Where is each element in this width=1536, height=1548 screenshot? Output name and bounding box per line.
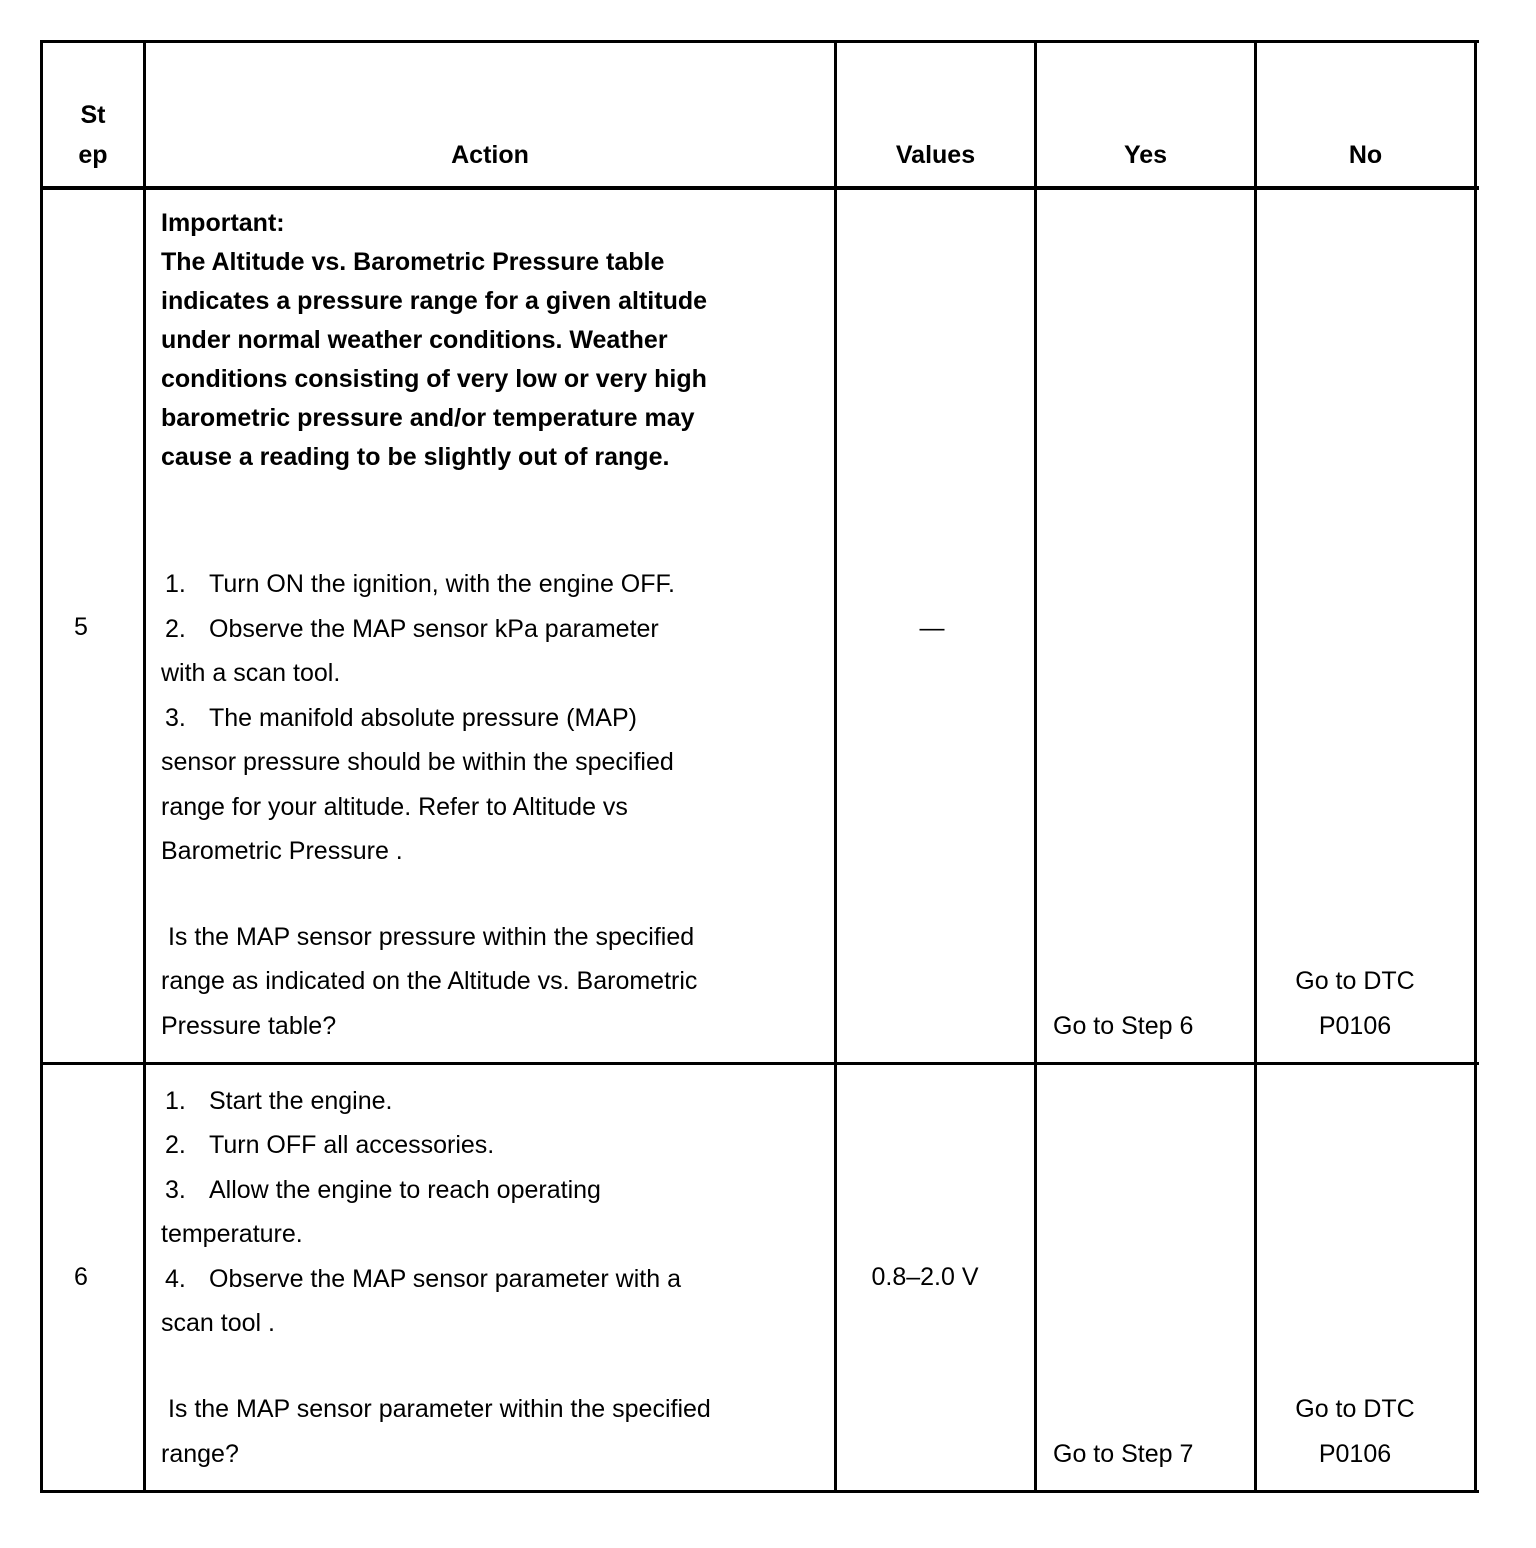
procedure-step (161, 1174, 601, 1206)
procedure-step (161, 702, 637, 734)
question-line: range? (161, 1440, 239, 1468)
procedure-step-text: Turn OFF all accessories. (209, 1131, 495, 1159)
procedure-step (161, 1129, 494, 1161)
procedure-step-text: Turn ON the ignition, with the engine OFF. (209, 570, 675, 598)
procedure-step (161, 1263, 681, 1295)
important-line: conditions consisting of very low or very high (161, 365, 707, 393)
table-border-bottom (41, 1490, 1479, 1493)
header-no: No (1348, 141, 1383, 169)
question-line: Pressure table? (161, 1012, 337, 1040)
header-action: Action (451, 141, 529, 169)
procedure-step-text: Observe the MAP sensor parameter with a (209, 1265, 681, 1293)
column-divider-step (143, 40, 146, 1493)
no-cell-line2: P0106 (1318, 1012, 1392, 1040)
procedure-step-number: 3. (165, 1176, 186, 1204)
procedure-step-number: 1. (165, 570, 186, 598)
important-line: indicates a pressure range for a given altitude (161, 287, 708, 315)
procedure-step-continued: sensor pressure should be within the specified (161, 748, 674, 776)
header-step-line1: St (80, 101, 106, 129)
procedure-step-number: 2. (165, 1131, 186, 1159)
procedure-step-continued: with a scan tool. (161, 659, 341, 687)
column-divider-values (1034, 40, 1037, 1493)
header-yes: Yes (1123, 141, 1168, 169)
important-line: under normal weather conditions. Weather (161, 326, 668, 354)
header-divider (41, 186, 1479, 190)
procedure-step-continued: temperature. (161, 1220, 303, 1248)
table-border-right (1474, 40, 1477, 1493)
question-line: range as indicated on the Altitude vs. Barometric (161, 967, 698, 995)
no-cell-line2: P0106 (1318, 1440, 1392, 1468)
procedure-step-number: 2. (165, 615, 186, 643)
procedure-step-text: The manifold absolute pressure (MAP) (209, 704, 637, 732)
column-divider-yes (1254, 40, 1257, 1493)
procedure-step-number: 3. (165, 704, 186, 732)
yes-cell: Go to Step 7 (1053, 1440, 1194, 1468)
procedure-step-continued: range for your altitude. Refer to Altitude vs (161, 793, 628, 821)
procedure-step-continued: scan tool . (161, 1309, 275, 1337)
procedure-step-text: Start the engine. (209, 1087, 393, 1115)
row-divider (41, 1062, 1479, 1065)
question-line: Is the MAP sensor parameter within the specified (161, 1395, 711, 1423)
yes-cell: Go to Step 6 (1053, 1012, 1194, 1040)
value-cell: 0.8–2.0 V (871, 1263, 979, 1291)
procedure-step (161, 613, 659, 645)
no-cell-line1: Go to DTC (1295, 1395, 1415, 1423)
procedure-step-number: 1. (165, 1087, 186, 1115)
header-step-line2: ep (78, 141, 108, 169)
procedure-step-text: Allow the engine to reach operating (209, 1176, 601, 1204)
value-cell: — (919, 614, 945, 642)
important-line: barometric pressure and/or temperature may (161, 404, 695, 432)
no-cell-line1: Go to DTC (1295, 967, 1415, 995)
procedure-step-text: Observe the MAP sensor kPa parameter (209, 615, 659, 643)
procedure-step (161, 568, 675, 600)
table-border-left (40, 40, 43, 1493)
question-line: Is the MAP sensor pressure within the specified (161, 923, 695, 951)
procedure-step-continued: Barometric Pressure . (161, 837, 403, 865)
important-line: cause a reading to be slightly out of range. (161, 443, 670, 471)
procedure-step (161, 1085, 392, 1117)
table-border-top (41, 40, 1479, 43)
step-number: 6 (74, 1263, 88, 1291)
step-number: 5 (74, 613, 88, 641)
important-heading: Important: (161, 209, 285, 237)
important-line: The Altitude vs. Barometric Pressure table (161, 248, 665, 276)
procedure-step-number: 4. (165, 1265, 186, 1293)
header-values: Values (895, 141, 976, 169)
